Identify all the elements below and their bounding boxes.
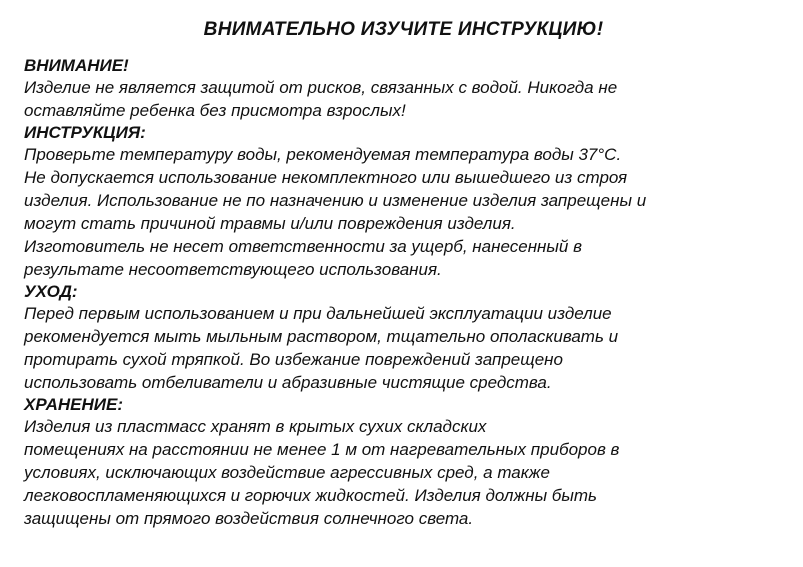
text-line: защищены от прямого воздействия солнечного света. bbox=[24, 509, 474, 528]
text-line: помещениях на расстоянии не менее 1 м от нагревательных приборов в bbox=[24, 440, 620, 459]
text-line: Изделие не является защитой от рисков, связанных с водой. Никогда не bbox=[24, 78, 618, 97]
text-line: изделия. Использование не по назначению и изменение изделия запрещены и bbox=[24, 191, 647, 210]
text-line: рекомендуется мыть мыльным раствором, тщательно ополаскивать и bbox=[24, 327, 619, 346]
section-care bbox=[24, 282, 783, 394]
text-line: Проверьте температуру воды, рекомендуемая температура воды 37°С. bbox=[24, 145, 622, 164]
text-line: легковоспламеняющихся и горючих жидкостей. Изделия должны быть bbox=[24, 486, 597, 505]
text-line: результате несоответствующего использования. bbox=[24, 260, 442, 279]
section-instruction bbox=[24, 123, 783, 281]
text-line: условиях, исключающих воздействие агрессивных сред, а также bbox=[24, 463, 550, 482]
text-line: оставляйте ребенка без присмотра взрослых! bbox=[24, 101, 406, 120]
section-warning bbox=[24, 56, 783, 122]
text-line: Изделия из пластмасс хранят в крытых сухих складских bbox=[24, 417, 487, 436]
section-heading-warning: ВНИМАНИЕ! bbox=[24, 56, 129, 75]
text-line: могут стать причиной травмы и/или повреждения изделия. bbox=[24, 214, 516, 233]
document-title: ВНИМАТЕЛЬНО ИЗУЧИТЕ ИНСТРУКЦИЮ! bbox=[203, 19, 604, 40]
section-heading-care: УХОД: bbox=[24, 282, 78, 301]
text-line: Перед первым использованием и при дальнейшей эксплуатации изделие bbox=[24, 304, 612, 323]
text-line: использовать отбеливатели и абразивные чистящие средства. bbox=[24, 373, 552, 392]
section-heading-storage: ХРАНЕНИЕ: bbox=[24, 395, 124, 414]
text-line: Изготовитель не несет ответственности за ущерб, нанесенный в bbox=[24, 237, 582, 256]
section-heading-instruction: ИНСТРУКЦИЯ: bbox=[24, 123, 146, 142]
section-storage bbox=[24, 395, 783, 530]
text-line: протирать сухой тряпкой. Во избежание повреждений запрещено bbox=[24, 350, 563, 369]
text-line: Не допускается использование некомплектного или вышедшего из строя bbox=[24, 168, 628, 187]
